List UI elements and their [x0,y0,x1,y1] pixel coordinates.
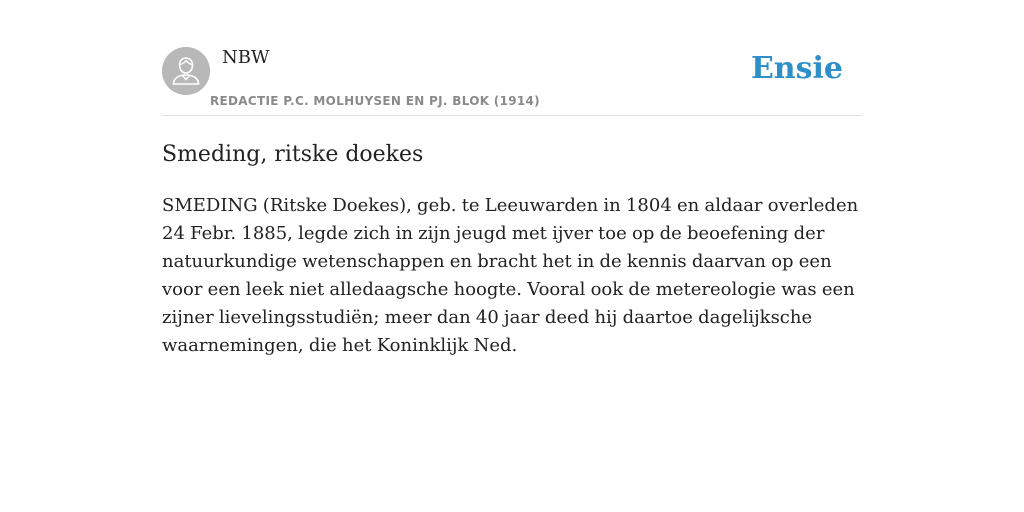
source-subtitle: REDACTIE P.C. MOLHUYSEN EN PJ. BLOK (1914) [210,94,540,108]
user-icon [162,47,210,95]
source-avatar[interactable] [162,47,210,95]
source-name[interactable]: NBW [222,47,270,68]
article-title: Smeding, ritske doekes [162,142,424,167]
article-body: SMEDING (Ritske Doekes), geb. te Leeuwarden in 1804 en aldaar overleden 24 Febr. 1885, legde zich in zijn jeugd met ijver toe op de beoefening der natuurkundige wetenschappen en bracht het in de kennis daarvan op een voor een leek niet alledaagsche hoogte. Vooral ook de metereologie was een zijner lievelingsstudiën; meer dan 40 jaar deed hij daartoe dagelijksche waarnemingen, die het Koninklijk Ned. [162,195,859,356]
source-header [162,0,862,116]
ensie-logo[interactable]: Ensie [750,51,843,86]
